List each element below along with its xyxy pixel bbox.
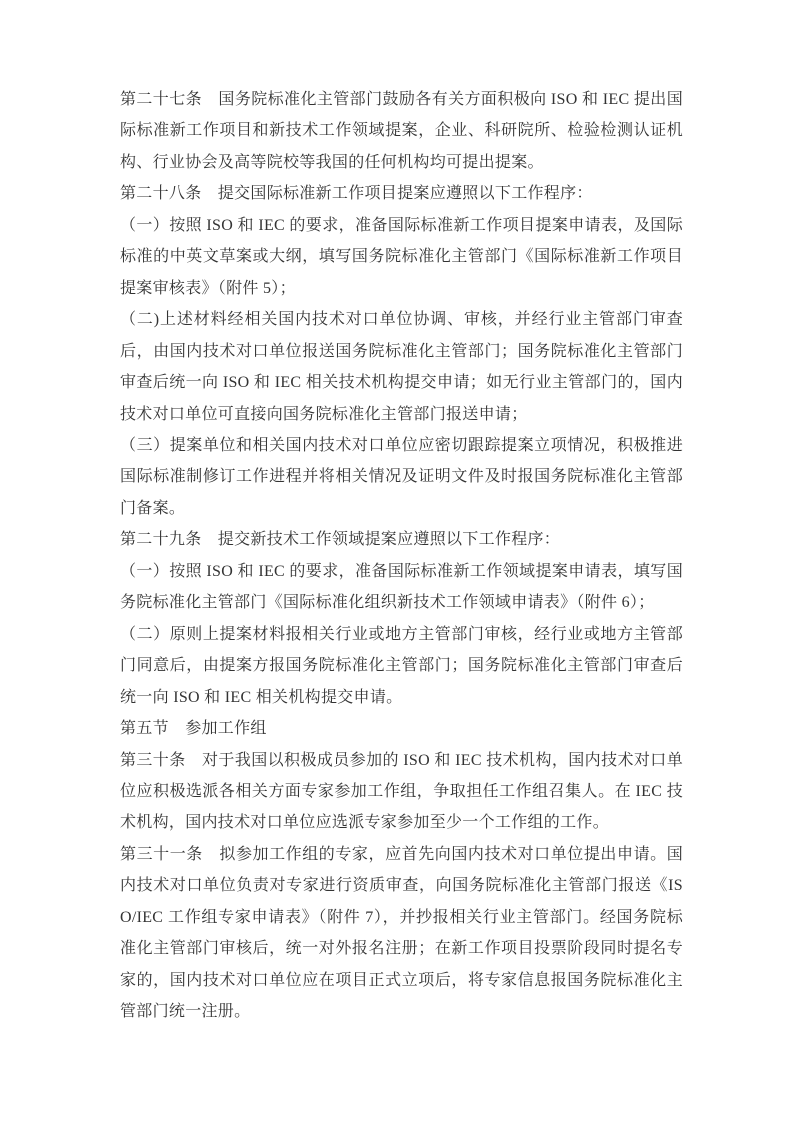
- paragraph-article-28-item-3: （三）提案单位和相关国内技术对口单位应密切跟踪提案立项情况，积极推进国际标准制修订工作进程并将相关情况及证明文件及时报国务院标准化主管部门备案。: [120, 436, 683, 517]
- paragraph-article-29-item-1: （一）按照 ISO 和 IEC 的要求，准备国际标准新工作领域提案申请表，填写国务院标准化主管部门《国际标准化组织新技术工作领域申请表》（附件 6）；: [120, 562, 683, 612]
- document-body: [120, 84, 683, 1028]
- paragraph-article-27: 第二十七条 国务院标准化主管部门鼓励各有关方面积极向 ISO 和 IEC 提出国际标准新工作项目和新技术工作领域提案，企业、科研院所、检验检测认证机构、行业协会及高等院校等我国的任何机构均可提出提案。: [120, 91, 683, 171]
- paragraph-article-28-item-2: （二)上述材料经相关国内技术对口单位协调、审核，并经行业主管部门审查后，由国内技术对口单位报送国务院标准化主管部门；国务院标准化主管部门审查后统一向 ISO 和 IEC 相关技术机构提交申请；如无行业主管部门的，国内技术对口单位可直接向国务院标准化主管部门报送申请；: [120, 311, 683, 423]
- paragraph-article-31: 第三十一条 拟参加工作组的专家，应首先向国内技术对口单位提出申请。国内技术对口单位负责对专家进行资质审查，向国务院标准化主管部门报送《ISO/IEC 工作组专家申请表》（附件 7），并抄报相关行业主管部门。经国务院标准化主管部门审核后，统一对外报名注册；在新工作项目投票阶段同时提名专家的，国内技术对口单位应在项目正式立项后，将专家信息报国务院标准化主管部门统一注册。: [120, 845, 683, 1021]
- section-5-heading: 第五节 参加工作组: [120, 720, 267, 738]
- paragraph-article-29-item-2: （二）原则上提案材料报相关行业或地方主管部门审核，经行业或地方主管部门同意后，由提案方报国务院标准化主管部门；国务院标准化主管部门审查后统一向 ISO 和 IEC 相关机构提交申请。: [120, 625, 683, 706]
- paragraph-article-28-item-1: （一）按照 ISO 和 IEC 的要求，准备国际标准新工作项目提案申请表，及国际标准的中英文草案或大纲，填写国务院标准化主管部门《国际标准新工作项目提案审核表》（附件 5）；: [120, 216, 683, 297]
- paragraph-article-28: 第二十八条 提交国际标准新工作项目提案应遵照以下工作程序：: [120, 185, 593, 203]
- paragraph-article-30: 第三十条 对于我国以积极成员参加的 ISO 和 IEC 技术机构，国内技术对口单位应积极选派各相关方面专家参加工作组，争取担任工作组召集人。在 IEC 技术机构，国内技术对口单位应选派专家参加至少一个工作组的工作。: [120, 751, 683, 832]
- paragraph-article-29: 第二十九条 提交新技术工作领域提案应遵照以下工作程序：: [120, 531, 561, 549]
